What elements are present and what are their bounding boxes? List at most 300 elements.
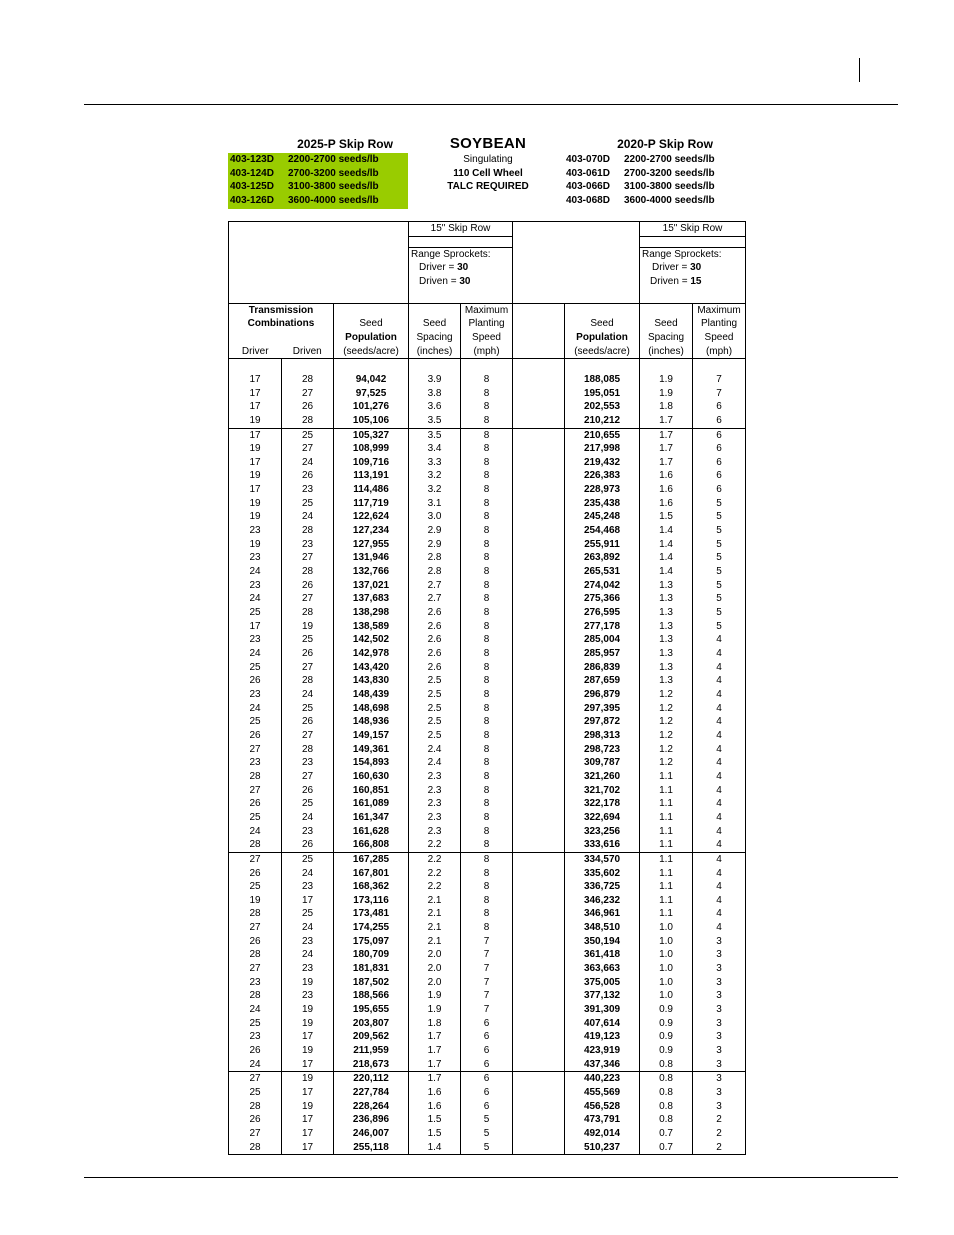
table-row: [229, 620, 746, 634]
right-spacing-cell: 1.1: [640, 811, 693, 825]
right-speed-cell: 4: [693, 907, 746, 921]
left-seed-plate-code: 403-124D: [230, 167, 274, 179]
left-population-cell: 218,673: [334, 1058, 409, 1072]
left-population-cell: 117,719: [334, 497, 409, 511]
table-center-gap: [513, 222, 640, 304]
right-population-cell: 456,528: [565, 1100, 640, 1114]
table-row: [229, 729, 746, 743]
driver-cell: 28: [229, 948, 282, 962]
left-population-cell: 187,502: [334, 976, 409, 990]
driven-cell: 19: [282, 1072, 334, 1086]
left-spacing-cell: 1.7: [409, 1030, 461, 1044]
right-speed-cell: 4: [693, 894, 746, 908]
left-spacing-cell: 2.5: [409, 688, 461, 702]
right-seed-plate-code: 403-068D: [566, 194, 610, 206]
right-population-cell: 297,872: [565, 715, 640, 729]
driven-cell: 23: [282, 825, 334, 839]
left-speed-cell: 8: [461, 921, 513, 935]
driven-cell: 27: [282, 770, 334, 784]
driver-cell: 28: [229, 838, 282, 852]
right-speed-cell: 6: [693, 400, 746, 414]
crop-title: SOYBEAN: [449, 135, 527, 152]
left-spacing-cell: 1.4: [409, 1141, 461, 1155]
table-row: [229, 989, 746, 1003]
left-spacing-cell: 2.0: [409, 948, 461, 962]
right-population-cell: 210,655: [565, 428, 640, 442]
left-spacing-cell: 1.6: [409, 1086, 461, 1100]
driver-cell: 24: [229, 565, 282, 579]
left-population-cell: 160,851: [334, 784, 409, 798]
left-population-cell: 220,112: [334, 1072, 409, 1086]
left-spacing-cell: 1.9: [409, 989, 461, 1003]
left-speed-cell: 8: [461, 538, 513, 552]
driven-cell: 17: [282, 1086, 334, 1100]
right-population-cell: 335,602: [565, 867, 640, 881]
driver-cell: 24: [229, 702, 282, 716]
right-spacing-cell: 1.3: [640, 674, 693, 688]
left-population-cell: 148,439: [334, 688, 409, 702]
left-population-cell: 148,936: [334, 715, 409, 729]
right-population-cell: 323,256: [565, 825, 640, 839]
right-speed-cell: 4: [693, 921, 746, 935]
table-row: [229, 743, 746, 757]
right-spacing-cell: 1.4: [640, 524, 693, 538]
driver-cell: 23: [229, 976, 282, 990]
right-spacing-cell: 1.2: [640, 743, 693, 757]
left-spacing-cell: 3.1: [409, 497, 461, 511]
right-population-cell: 455,569: [565, 1086, 640, 1100]
right-population-cell: 309,787: [565, 756, 640, 770]
right-spacing-cell: 1.3: [640, 647, 693, 661]
right-spacing-cell: 1.0: [640, 935, 693, 949]
left-spacing-cell: 3.5: [409, 414, 461, 428]
gap-cell: [513, 510, 565, 524]
right-spacing-cell: 1.1: [640, 867, 693, 881]
right-population-cell: 336,725: [565, 880, 640, 894]
left-population-cell: 255,118: [334, 1141, 409, 1155]
gap-cell: [513, 948, 565, 962]
driver-cell: 23: [229, 579, 282, 593]
right-population-cell: 375,005: [565, 976, 640, 990]
header-rule: [84, 104, 898, 105]
right-speed-cell: 3: [693, 1030, 746, 1044]
driven-cell: 19: [282, 1017, 334, 1031]
left-spacing-cell: 3.2: [409, 469, 461, 483]
driver-cell: 25: [229, 606, 282, 620]
right-spacing-cell: 1.0: [640, 948, 693, 962]
right-speed-label-3: Speed: [693, 331, 746, 345]
table-row: [229, 592, 746, 606]
table-row: [229, 976, 746, 990]
transmission-label-1: Transmission: [229, 303, 334, 317]
right-speed-cell: 4: [693, 729, 746, 743]
left-spacing-cell: 1.7: [409, 1044, 461, 1058]
driven-cell: 27: [282, 442, 334, 456]
left-spacing-cell: 2.9: [409, 538, 461, 552]
left-pop-label-2: Population: [334, 331, 409, 345]
right-population-cell: 226,383: [565, 469, 640, 483]
driver-cell: 26: [229, 1044, 282, 1058]
left-population-cell: 149,361: [334, 743, 409, 757]
right-speed-cell: 5: [693, 592, 746, 606]
left-spacing-cell: 2.5: [409, 674, 461, 688]
left-spacing-cell: 2.8: [409, 565, 461, 579]
right-spacing-cell: 1.5: [640, 510, 693, 524]
table-row: [229, 797, 746, 811]
gap-cell: [513, 442, 565, 456]
left-speed-cell: 8: [461, 811, 513, 825]
driver-cell: 28: [229, 770, 282, 784]
right-seed-size-range: 3600-4000 seeds/lb: [624, 194, 715, 206]
right-spacing-cell: 1.4: [640, 565, 693, 579]
left-speed-cell: 8: [461, 469, 513, 483]
table-row: [229, 811, 746, 825]
right-spacing-cell: 1.2: [640, 756, 693, 770]
right-population-cell: 297,395: [565, 702, 640, 716]
left-speed-cell: 7: [461, 948, 513, 962]
right-speed-cell: 4: [693, 880, 746, 894]
gap-cell: [513, 688, 565, 702]
right-speed-cell: 4: [693, 770, 746, 784]
right-speed-cell: 3: [693, 976, 746, 990]
right-spacing-cell: 0.7: [640, 1141, 693, 1155]
gap-cell: [513, 935, 565, 949]
driver-cell: 27: [229, 743, 282, 757]
driven-cell: 17: [282, 1127, 334, 1141]
left-speed-cell: 8: [461, 456, 513, 470]
left-speed-cell: 8: [461, 497, 513, 511]
left-spacing-cell: 2.6: [409, 633, 461, 647]
right-speed-cell: 7: [693, 387, 746, 401]
right-population-cell: 296,879: [565, 688, 640, 702]
right-speed-cell: 6: [693, 414, 746, 428]
left-spacing-cell: 2.5: [409, 702, 461, 716]
left-spacing-cell: 2.1: [409, 894, 461, 908]
left-speed-cell: 8: [461, 756, 513, 770]
driver-cell: 23: [229, 524, 282, 538]
left-population-cell: 228,264: [334, 1100, 409, 1114]
driver-cell: 17: [229, 620, 282, 634]
left-population-cell: 160,630: [334, 770, 409, 784]
table-row: [229, 442, 746, 456]
left-speed-label-1: Maximum: [461, 303, 513, 317]
right-speed-cell: 4: [693, 825, 746, 839]
right-population-cell: 321,702: [565, 784, 640, 798]
right-driven-value: 15: [690, 275, 702, 287]
driven-cell: 25: [282, 797, 334, 811]
left-speed-cell: 8: [461, 770, 513, 784]
left-driver-value: 30: [457, 262, 469, 274]
right-spacing-cell: 1.1: [640, 894, 693, 908]
right-seed-plate-code: 403-066D: [566, 181, 610, 192]
driver-cell: 25: [229, 715, 282, 729]
right-speed-cell: 5: [693, 565, 746, 579]
right-spacing-cell: 0.9: [640, 1044, 693, 1058]
left-speed-cell: 8: [461, 743, 513, 757]
driven-cell: 23: [282, 962, 334, 976]
left-population-cell: 166,808: [334, 838, 409, 852]
right-population-cell: 377,132: [565, 989, 640, 1003]
left-spacing-cell: 2.3: [409, 797, 461, 811]
right-seed-size-row: [566, 194, 746, 208]
left-spacing-cell: 3.4: [409, 442, 461, 456]
right-speed-cell: 4: [693, 756, 746, 770]
gap-cell: [513, 1003, 565, 1017]
right-speed-cell: 4: [693, 715, 746, 729]
right-speed-cell: 3: [693, 1058, 746, 1072]
right-spacing-cell: 1.2: [640, 688, 693, 702]
gap-cell: [513, 1141, 565, 1155]
driver-cell: 19: [229, 414, 282, 428]
table-row: [229, 414, 746, 428]
left-population-cell: 97,525: [334, 387, 409, 401]
driven-cell: 25: [282, 852, 334, 866]
right-speed-cell: 6: [693, 442, 746, 456]
table-row: [229, 565, 746, 579]
meter-notes: [418, 153, 558, 194]
right-speed-cell: 4: [693, 743, 746, 757]
right-population-cell: 195,051: [565, 387, 640, 401]
gap-cell: [513, 894, 565, 908]
left-speed-cell: 8: [461, 387, 513, 401]
table-row: [229, 524, 746, 538]
gap-cell: [513, 1100, 565, 1114]
right-population-cell: 440,223: [565, 1072, 640, 1086]
left-speed-cell: 8: [461, 907, 513, 921]
gap-cell: [513, 414, 565, 428]
right-spacing-cell: 1.7: [640, 414, 693, 428]
left-spacing-cell: 1.9: [409, 1003, 461, 1017]
left-speed-cell: 8: [461, 715, 513, 729]
driven-cell: 17: [282, 1141, 334, 1155]
left-speed-cell: 8: [461, 894, 513, 908]
right-speed-cell: 4: [693, 633, 746, 647]
table-row: [229, 715, 746, 729]
gap-cell: [513, 1086, 565, 1100]
left-spacing-cell: 2.3: [409, 811, 461, 825]
right-speed-cell: 6: [693, 469, 746, 483]
gap-cell: [513, 729, 565, 743]
gap-cell: [513, 456, 565, 470]
right-population-cell: 321,260: [565, 770, 640, 784]
right-spacing-label-3: (inches): [640, 345, 693, 359]
left-speed-cell: 5: [461, 1141, 513, 1155]
left-speed-cell: 8: [461, 579, 513, 593]
driver-cell: 23: [229, 688, 282, 702]
right-pop-label-1: Seed: [565, 317, 640, 331]
right-seed-size-row: [566, 180, 746, 194]
driver-cell: 28: [229, 989, 282, 1003]
table-row: [229, 688, 746, 702]
left-pop-label-3: (seeds/acre): [334, 345, 409, 359]
driven-cell: 23: [282, 538, 334, 552]
right-speed-cell: 4: [693, 838, 746, 852]
table-body: [229, 373, 746, 1155]
left-speed-cell: 6: [461, 1086, 513, 1100]
right-speed-cell: 4: [693, 661, 746, 675]
gap-cell: [513, 674, 565, 688]
right-spacing-label-1: Seed: [640, 317, 693, 331]
left-population-cell: 114,486: [334, 483, 409, 497]
right-speed-cell: 7: [693, 373, 746, 387]
right-seed-plate-code: 403-061D: [566, 167, 610, 179]
left-population-cell: 142,978: [334, 647, 409, 661]
driver-cell: 27: [229, 784, 282, 798]
right-spacing-cell: 1.6: [640, 469, 693, 483]
left-spacing-cell: 2.6: [409, 620, 461, 634]
right-population-cell: 322,178: [565, 797, 640, 811]
right-population-cell: 423,919: [565, 1044, 640, 1058]
left-speed-cell: 6: [461, 1072, 513, 1086]
right-spacing-cell: 0.8: [640, 1100, 693, 1114]
left-spacing-cell: 3.8: [409, 387, 461, 401]
gap-cell: [513, 1072, 565, 1086]
table-row: [229, 852, 746, 866]
driver-cell: 17: [229, 456, 282, 470]
driven-cell: 17: [282, 1058, 334, 1072]
right-speed-label-2: Planting: [693, 317, 746, 331]
right-range-sprockets-label: Range Sprockets:: [640, 247, 746, 261]
left-speed-cell: 8: [461, 661, 513, 675]
driver-cell: 19: [229, 538, 282, 552]
left-population-cell: 122,624: [334, 510, 409, 524]
left-spacing-cell: 3.9: [409, 373, 461, 387]
left-population-cell: 161,089: [334, 797, 409, 811]
table-row: [229, 784, 746, 798]
left-seed-size-row: [230, 194, 408, 208]
driver-cell: 27: [229, 962, 282, 976]
right-spacing-cell: 1.0: [640, 976, 693, 990]
table-row: [229, 647, 746, 661]
left-speed-label-3: Speed: [461, 331, 513, 345]
right-population-cell: 210,212: [565, 414, 640, 428]
meter-note-talc: TALC REQUIRED: [447, 181, 529, 192]
gap-cell: [513, 907, 565, 921]
driven-cell: 17: [282, 1030, 334, 1044]
driver-cell: 17: [229, 400, 282, 414]
left-speed-cell: 8: [461, 880, 513, 894]
left-population-cell: 203,807: [334, 1017, 409, 1031]
table-row: [229, 894, 746, 908]
left-speed-cell: 8: [461, 838, 513, 852]
left-population-cell: 236,896: [334, 1113, 409, 1127]
right-speed-cell: 6: [693, 428, 746, 442]
gap-cell: [513, 784, 565, 798]
right-pop-label-3: (seeds/acre): [565, 345, 640, 359]
right-speed-cell: 2: [693, 1141, 746, 1155]
gap-cell: [513, 811, 565, 825]
left-seed-size-range: 2200-2700 seeds/lb: [288, 154, 379, 165]
left-spacing-label-3: (inches): [409, 345, 461, 359]
right-population-cell: 228,973: [565, 483, 640, 497]
right-spacing-cell: 1.1: [640, 838, 693, 852]
right-population-cell: 419,123: [565, 1030, 640, 1044]
left-spacing-cell: 1.7: [409, 1058, 461, 1072]
driven-cell: 28: [282, 414, 334, 428]
right-population-cell: 254,468: [565, 524, 640, 538]
driver-cell: 25: [229, 880, 282, 894]
driver-cell: 26: [229, 935, 282, 949]
left-population-cell: 137,683: [334, 592, 409, 606]
left-speed-cell: 8: [461, 797, 513, 811]
left-population-cell: 180,709: [334, 948, 409, 962]
left-spacing-cell: 2.2: [409, 880, 461, 894]
table-row: [229, 1058, 746, 1072]
left-population-cell: 173,116: [334, 894, 409, 908]
left-seed-size-range: 2700-3200 seeds/lb: [288, 167, 379, 179]
table-row: [229, 551, 746, 565]
right-speed-cell: 3: [693, 935, 746, 949]
driver-cell: 23: [229, 756, 282, 770]
left-speed-cell: 8: [461, 373, 513, 387]
gap-cell: [513, 633, 565, 647]
right-population-cell: 285,004: [565, 633, 640, 647]
right-speed-cell: 5: [693, 551, 746, 565]
driven-cell: 28: [282, 565, 334, 579]
driven-cell: 26: [282, 784, 334, 798]
right-population-cell: 510,237: [565, 1141, 640, 1155]
driven-cell: 28: [282, 373, 334, 387]
table-row: [229, 538, 746, 552]
right-population-cell: 346,232: [565, 894, 640, 908]
table-row: [229, 400, 746, 414]
left-population-cell: 211,959: [334, 1044, 409, 1058]
left-population-cell: 138,589: [334, 620, 409, 634]
right-population-cell: 437,346: [565, 1058, 640, 1072]
right-speed-cell: 3: [693, 1100, 746, 1114]
left-speed-cell: 8: [461, 400, 513, 414]
right-population-cell: 245,248: [565, 510, 640, 524]
gap-cell: [513, 661, 565, 675]
right-speed-cell: 5: [693, 606, 746, 620]
gap-cell: [513, 483, 565, 497]
driven-cell: 27: [282, 592, 334, 606]
driven-column-header: Driven: [282, 345, 334, 359]
right-speed-cell: 5: [693, 510, 746, 524]
left-spacing-cell: 3.2: [409, 483, 461, 497]
right-spacing-cell: 1.7: [640, 456, 693, 470]
left-speed-cell: 8: [461, 524, 513, 538]
left-driven-sprocket: Driven = 30: [409, 275, 513, 289]
table-row: [229, 661, 746, 675]
driven-cell: 23: [282, 483, 334, 497]
left-speed-cell: 5: [461, 1127, 513, 1141]
table-row: [229, 1030, 746, 1044]
right-speed-cell: 6: [693, 456, 746, 470]
driver-cell: 27: [229, 1072, 282, 1086]
left-spacing-cell: 1.5: [409, 1113, 461, 1127]
right-spacing-cell: 1.3: [640, 606, 693, 620]
driver-column-header: Driver: [229, 345, 282, 359]
right-seed-size-range: 2700-3200 seeds/lb: [624, 167, 715, 179]
table-row: [229, 483, 746, 497]
table-row: [229, 756, 746, 770]
left-speed-cell: 8: [461, 442, 513, 456]
right-spacing-cell: 1.9: [640, 387, 693, 401]
table-row: [229, 880, 746, 894]
right-seed-size-list: [566, 153, 746, 207]
right-population-cell: 188,085: [565, 373, 640, 387]
left-spacing-cell: 2.7: [409, 579, 461, 593]
left-spacing-cell: 2.1: [409, 907, 461, 921]
right-spacing-label-2: Spacing: [640, 331, 693, 345]
left-spacing-label-2: Spacing: [409, 331, 461, 345]
right-spacing-cell: 0.7: [640, 1127, 693, 1141]
left-population-cell: 148,698: [334, 702, 409, 716]
right-population-cell: 277,178: [565, 620, 640, 634]
right-population-cell: 285,957: [565, 647, 640, 661]
gap-cell: [513, 743, 565, 757]
